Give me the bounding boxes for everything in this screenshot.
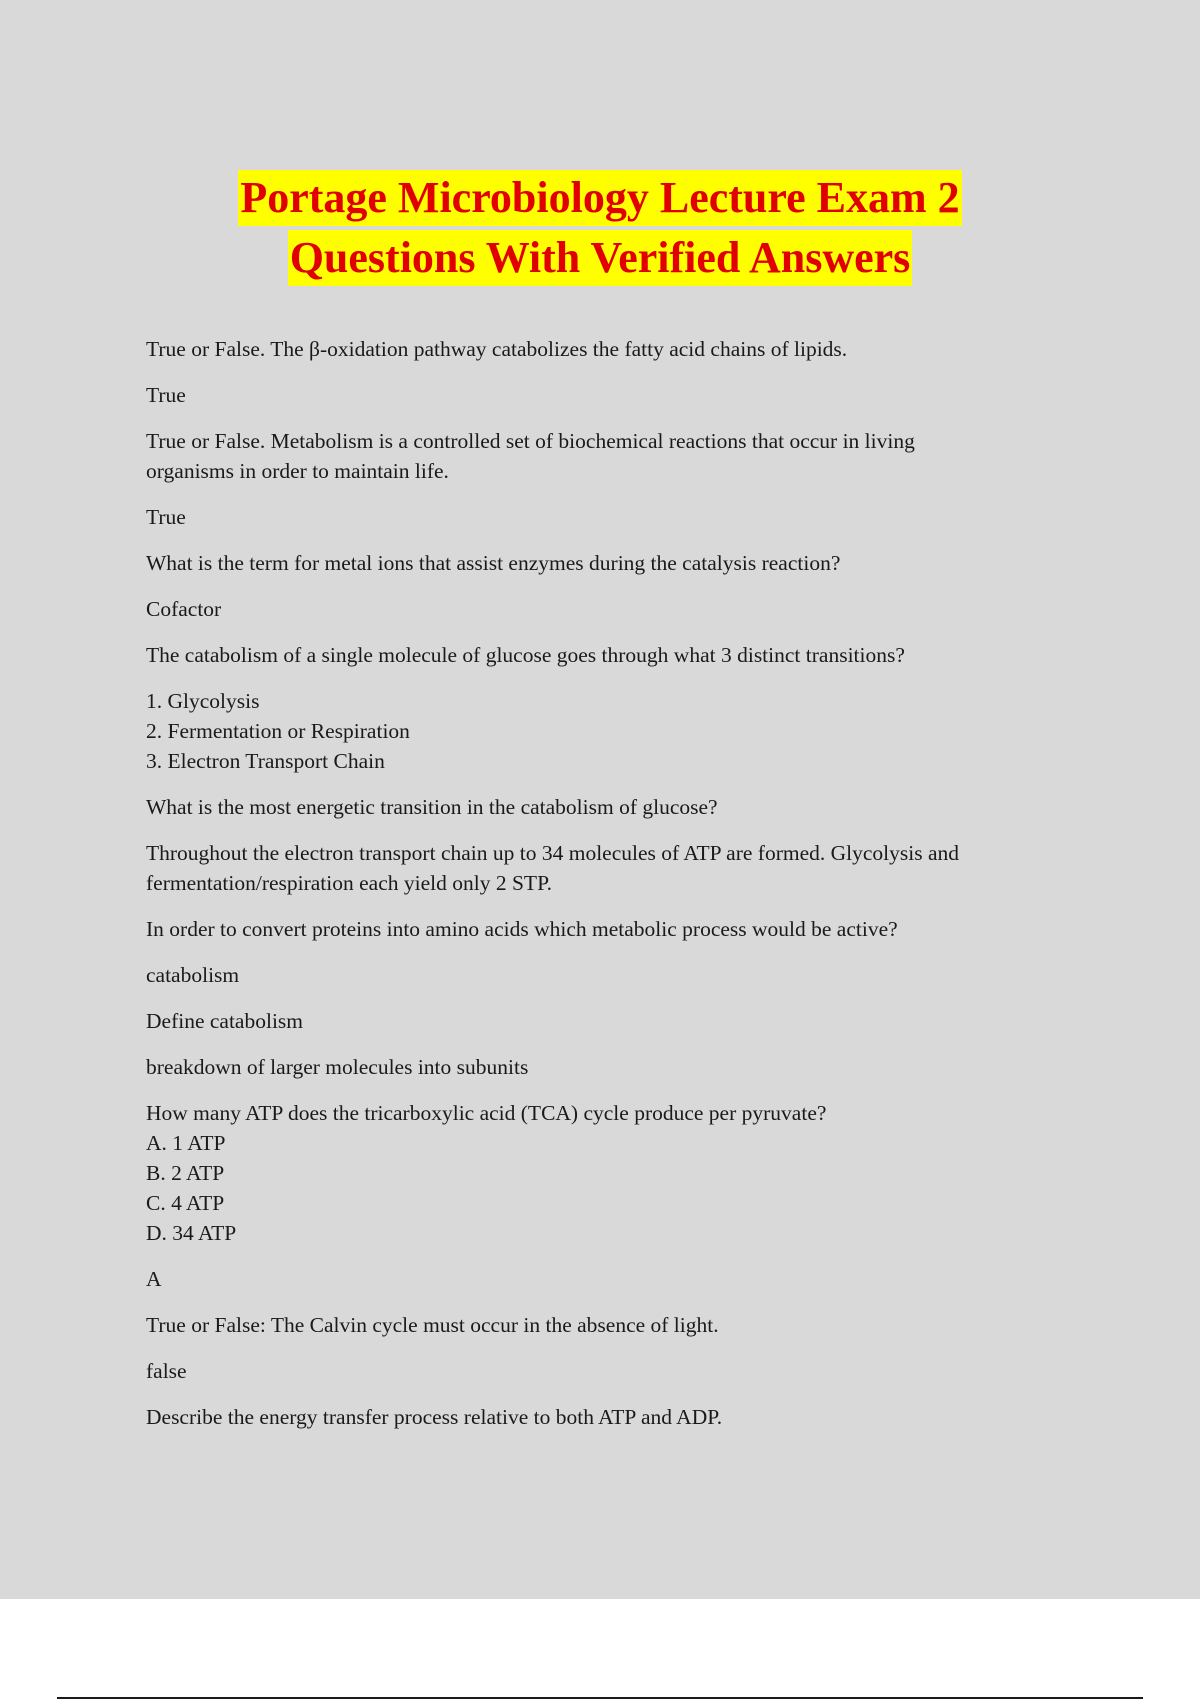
question-block [146, 640, 1076, 670]
question-block [146, 426, 1076, 486]
text-line: catabolism [146, 963, 240, 987]
text-line: The catabolism of a single molecule of glucose goes through what 3 distinct transitions? [146, 643, 905, 667]
answer-block [146, 686, 1076, 776]
answer-block [146, 594, 1076, 624]
text-line: How many ATP does the tricarboxylic acid (TCA) cycle produce per pyruvate? [146, 1101, 827, 1125]
text-line: Throughout the electron transport chain up to 34 molecules of ATP are formed. Glycolysis and [146, 841, 960, 865]
text-line: True [146, 383, 186, 407]
answer-block [146, 1052, 1076, 1082]
answer-block [146, 1264, 1076, 1294]
answer-block [146, 380, 1076, 410]
footer-divider [57, 1697, 1143, 1699]
answer-block [146, 502, 1076, 532]
text-line: C. 4 ATP [146, 1191, 225, 1215]
text-line: 3. Electron Transport Chain [146, 749, 385, 773]
text-line: D. 34 ATP [146, 1221, 237, 1245]
text-line: false [146, 1359, 187, 1383]
title-line-1: Portage Microbiology Lecture Exam 2 [238, 170, 961, 226]
question-answer-list [146, 334, 1076, 1448]
text-line: breakdown of larger molecules into subunits [146, 1055, 529, 1079]
answer-block [146, 960, 1076, 990]
text-line: True or False. Metabolism is a controlled set of biochemical reactions that occur in living [146, 429, 915, 453]
text-line: fermentation/respiration each yield only 2 STP. [146, 871, 553, 895]
answer-block [146, 838, 1076, 898]
title-line-2: Questions With Verified Answers [288, 230, 913, 286]
question-block [146, 1402, 1076, 1432]
text-line: True or False: The Calvin cycle must occur in the absence of light. [146, 1313, 719, 1337]
question-block [146, 1098, 1076, 1248]
text-line: B. 2 ATP [146, 1161, 225, 1185]
question-block [146, 334, 1076, 364]
question-block [146, 914, 1076, 944]
text-line: Define catabolism [146, 1009, 304, 1033]
text-line: A. 1 ATP [146, 1131, 226, 1155]
text-line: 1. Glycolysis [146, 689, 260, 713]
text-line: True or False. The β-oxidation pathway catabolizes the fatty acid chains of lipids. [146, 337, 848, 361]
text-line: Cofactor [146, 597, 222, 621]
text-line: 2. Fermentation or Respiration [146, 719, 410, 743]
document-title [0, 170, 1200, 290]
question-block [146, 792, 1076, 822]
question-block [146, 1006, 1076, 1036]
text-line: What is the term for metal ions that assist enzymes during the catalysis reaction? [146, 551, 841, 575]
text-line: Describe the energy transfer process relative to both ATP and ADP. [146, 1405, 723, 1429]
question-block [146, 1310, 1076, 1340]
text-line: What is the most energetic transition in the catabolism of glucose? [146, 795, 718, 819]
text-line: A [146, 1267, 162, 1291]
text-line: organisms in order to maintain life. [146, 459, 449, 483]
text-line: In order to convert proteins into amino acids which metabolic process would be active? [146, 917, 898, 941]
text-line: True [146, 505, 186, 529]
answer-block [146, 1356, 1076, 1386]
question-block [146, 548, 1076, 578]
